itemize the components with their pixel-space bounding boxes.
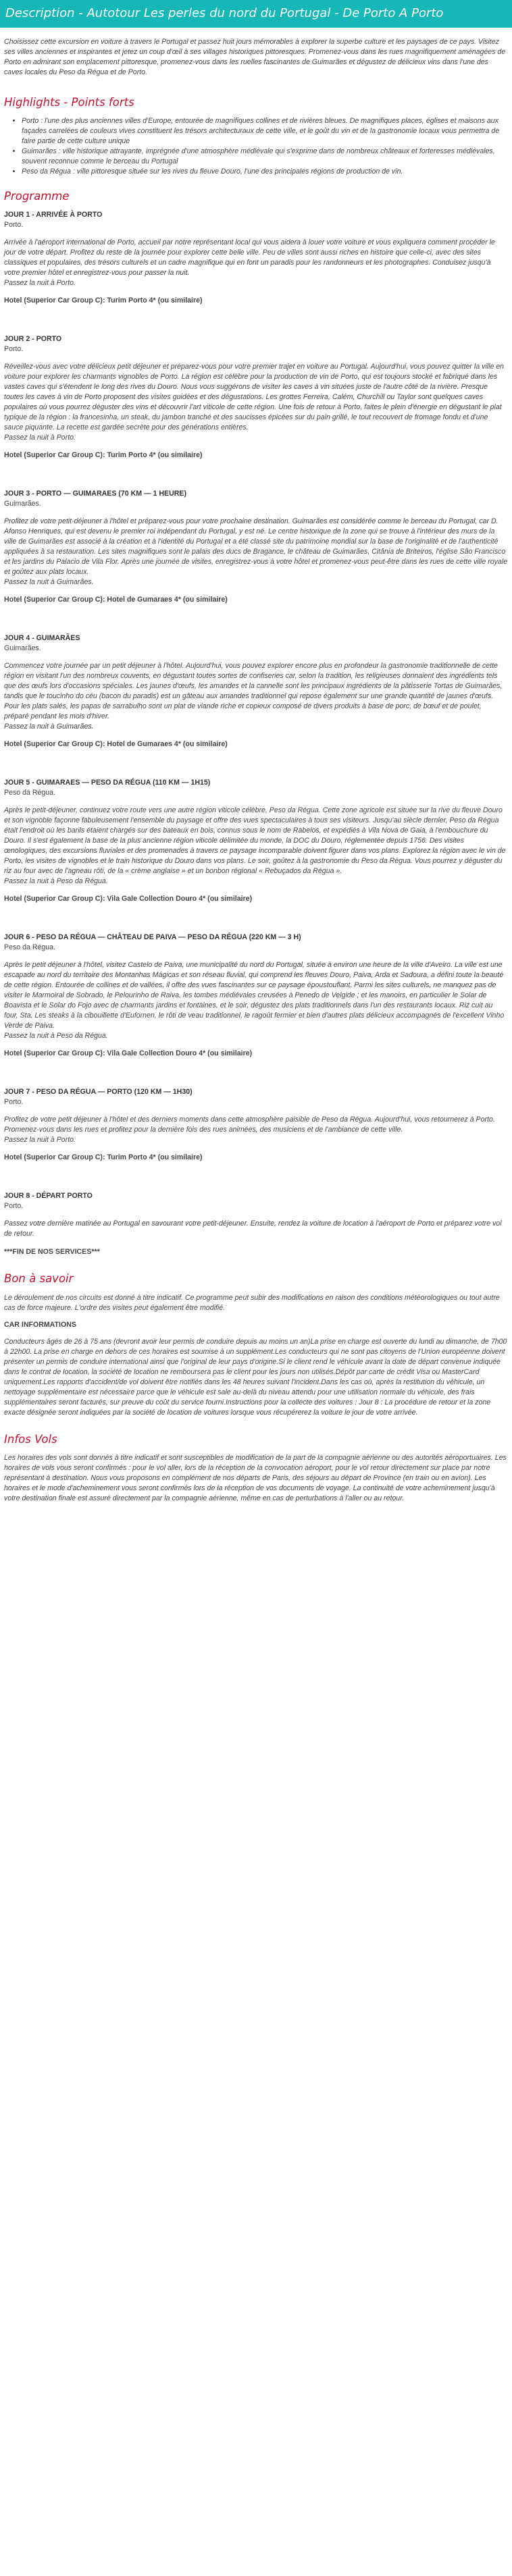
- day-night: Passez la nuit à Guimarães.: [4, 578, 94, 586]
- day-block: [4, 932, 508, 1059]
- day-title: JOUR 6 - PESO DA RÉGUA — CHÂTEAU DE PAIVA — PESO DA RÉGUA (220 KM — 3 H): [4, 933, 301, 941]
- day-block: [4, 489, 508, 605]
- day-block: [4, 633, 508, 750]
- car-info-heading: CAR INFORMATIONS: [4, 1321, 76, 1329]
- day-description: Profitez de votre petit-déjeuner à l'hôtel et préparez-vous pour votre prochaine destination. Guimarães est considérée comme le berceau du Portugal, car D. Afonso Henriques, qui est devenu le premier roi indépendant du Portugal, y est né. Le centre historique de la zone qui se trouve à l'intérieur des murs de la ville de Guimarães est associé à la création et à l'identité du Portugal et a été classé site du patrimoine mondial sur la base de l'originalité et de l'authenticité appliquées à sa restauration. Les sites magnifiques sont le palais des ducs de Bragance, le château de Guimarães, Citânia de Briteiros, l'église São Francisco et les jardins du Palacio de Vila Flor. Après une journée de visites, enregistrez-vous à votre hôtel et promenez-vous peut-être dans les rues de cette ville royale et goûtez aux plats locaux.: [4, 517, 508, 576]
- day-place: Guimarães.: [4, 500, 41, 508]
- day-place: Peso da Régua.: [4, 789, 55, 797]
- programme-days: [4, 210, 508, 1239]
- day-hotel: Hotel (Superior Car Group C): Vila Gale Collection Douro 4* (ou similaire): [4, 1049, 253, 1057]
- day-title: JOUR 8 - DÉPART PORTO: [4, 1192, 93, 1200]
- day-hotel: Hotel (Superior Car Group C): Hotel de Gumaraes 4* (ou similaire): [4, 740, 228, 748]
- programme-heading: Programme: [4, 190, 70, 203]
- car-info-text: Conducteurs âgés de 26 à 75 ans (devront avoir leur permis de conduire depuis au moins un an)La prise en charge est ouverte du lundi au dimanche, de 7h00 à 22h00. La prise en charge en dehors de ces horaires est soumise à un supplément.Les conducteurs qui ne sont pas citoyens de l'Union européenne doivent présenter un permis de conduire international ainsi que l'original de leur pays d'origine.Si le client rend le véhicule avant la date de départ convenue indiquée dans le contrat de location, la société de location ne remboursera pas le client pour les jours non utilisés.Dépôt par carte de crédit Visa ou MasterCard uniquement.Les rapports d'accident/de vol doivent être notifiés dans les 48 heures suivant l'incident.Dans les cas où, après la restitution du véhicule, un nettoyage supplémentaire est nécessaire parce que le véhicule est sale au-delà du niveau attendu pour une utilisation normale du véhicule, des frais supplémentaires seront facturés, sur preuve du coût du service fourni.Instructions pour la collecte des voitures : Jour 8 : La procédure de retour et la zone exacte désignée seront indiquées par la société de location de voitures lorsque vous récupérerez la voiture le jour de votre arrivée.: [4, 1338, 507, 1417]
- day-title: JOUR 2 - PORTO: [4, 335, 62, 343]
- day-place: Porto.: [4, 345, 24, 353]
- highlight-item: • Peso da Régua : ville pittoresque située sur les rives du fleuve Douro, l'une des principales régions de production de vin.: [22, 167, 508, 177]
- day-description: Passez votre dernière matinée au Portugal en savourant votre petit-déjeuner. Ensuite, rendez la voiture de location à l'aéroport de Porto et préparez votre vol de retour.: [4, 1219, 502, 1238]
- highlights-list: [4, 116, 508, 177]
- end-of-services: ***FIN DE NOS SERVICES***: [4, 1248, 100, 1256]
- day-title: JOUR 5 - GUIMARAES — PESO DA RÉGUA (110 KM — 1H15): [4, 779, 211, 787]
- day-description: Arrivée à l'aéroport international de Porto, accueil par notre représentant local qui vous aidera à louer votre voiture et vous expliquera comment procéder le jour de votre départ. Profitez du reste de la journée pour explorer cette belle ville. Peu de villes sont aussi riches en histoire que celle-ci, avec des sites classiques et populaires, des trésors culturels et un cadre magnifique qui en font un paradis pour les randonneurs et les photographes. Conduisez jusqu'à votre premier hôtel et enregistrez-vous pour passer la nuit.: [4, 238, 495, 277]
- day-title: JOUR 3 - PORTO — GUIMARAES (70 KM — 1 HEURE): [4, 490, 186, 498]
- flights-heading: Infos Vols: [4, 1433, 57, 1446]
- day-night: Passez la nuit à Porto.: [4, 1136, 76, 1144]
- day-night: Passez la nuit à Peso da Régua.: [4, 1032, 108, 1040]
- day-block: [4, 210, 508, 306]
- day-title: JOUR 1 - ARRIVÉE À PORTO: [4, 211, 103, 219]
- title-banner: [0, 0, 512, 28]
- day-title: JOUR 7 - PESO DA RÉGUA — PORTO (120 KM — 1H30): [4, 1088, 193, 1096]
- day-place: Porto.: [4, 1202, 24, 1210]
- day-hotel: Hotel (Superior Car Group C): Vila Gale Collection Douro 4* (ou similaire): [4, 895, 253, 903]
- day-block: [4, 334, 508, 461]
- day-description: Après le petit-déjeuner, continuez votre route vers une autre région viticole célèbre, Peso da Régua. Cette zone agricole est située sur la rive du fleuve Douro et son vignoble façonne fabuleusement l'ensemble du paysage et offre des vues spectaculaires à tous ses visiteurs. Jusqu'au siècle dernier, Peso da Régua était l'endroit où les barils étaient chargés sur des bateaux en bois, connus sous le nom de Rabelos, et expédiés à Vila Nova de Gaia, à l'embouchure du Douro. Il s'est également la base de la plus ancienne région viticole délimitée du monde, la DOC du Douro, réglementée depuis 1756. Des visites œnologiques, des excursions fluviales et des promenades à travers ce paysage incomparable doivent figurer dans vos plans. Explorez la région avec le vin de Porto, les visites de vignobles et le train historique du Douro dans vos plans. Le soir, goûtez à la gastronomie du Peso da Régua. Vous pourrez y déguster du riz au four avec de l'agneau rôti, de la « crème anglaise » et un bonbon régional « Rebuçados da Régua ».: [4, 806, 506, 875]
- day-description: Après le petit déjeuner à l'hôtel, visitez Castelo de Paiva, une municipalité du nord du Portugal, située à environ une heure de la ville d'Aveiro. La ville est une escapade au nord du territoire des Montanhas Mágicas et son réseau fluvial, qui comprend les fleuves Douro, Paiva, Arda et Sadoura, a défini toute la beauté de cette région. Entourée de collines et de vallées, il offre des vues fascinantes sur ce paysage époustouflant. Parmi les sites culturels, ne manquez pas de visiter le Marmoiral de Sobrado, le Pelourinho de Raiva, les tombes médiévales creusées à Penedo de Velgide ; et les manoirs, en particulier le Solar de Boavista et le Solar do Fojo avec de charmants jardins et fontaines, et le soir, dégustez des plats traditionnels dans l'un des restaurants locaux. Riz cuit au four, Sta. Les steaks à la cibouillette d'Eufornen, le rôti de veau traditionnel, le ragoût fermier et bien d'autres plats délicieux accompagnés de l'excellent Vinho Verde de Paiva.: [4, 961, 505, 1030]
- day-description: Réveillez-vous avec votre délicieux petit déjeuner et préparez-vous pour votre premier trajet en voiture au Portugal. Aujourd'hui, vous pouvez quitter la ville en voiture pour explorer les charmants vignobles de Porto. La région est célèbre pour la production de vin de Porto, qui est toujours stocké et fabriqué dans les vastes caves qui s'étendent le long des rives du Douro. Nous vous suggérons de visiter les caves à vin situées juste de l'autre côté de la rivière. Presque toutes les caves à vin de Porto proposent des visites guidées et des dégustations. Les grottes Ferreira, Calém, Churchill ou Taylor sont quelques caves populaires où vous pourrez déguster des vins et découvrir l'art viticole de cette région. Une fois de retour à Porto, faites le plein d'énergie en dégustant le plat typique de la région : la francesinha, un steak, du jambon tranché et des saucisses épicées sur du pain grillé, le tout recouvert de fromage fondu et d'une sauce piquante. La recette est gardée secrète pour des générations entières.: [4, 363, 505, 431]
- day-night: Passez la nuit à Peso da Régua.: [4, 877, 108, 885]
- flights-text: Les horaires des vols sont donnés à titre indicatif et sont susceptibles de modification de la part de la compagnie aérienne ou des autorités aéroportuaires. Les horaires de vols vous seront confirmés : pour le vol aller, lors de la réception de la convocation aéroport, pour le vol retour directement sur place par notre représentant à destination. Nous vous proposons en complément de nos départs de Paris, des séjours au départ de Province (en train ou en avion). Les horaires et le mode d'acheminement vous seront confirmés lors de la réception de vos documents de voyage. La continuité de votre acheminement jusqu'à votre destination finale est assuré directement par la compagnie aérienne, même en cas de perturbations à l'aller ou au retour.: [4, 1454, 507, 1502]
- day-hotel: Hotel (Superior Car Group C): Turim Porto 4* (ou similaire): [4, 451, 203, 459]
- day-place: Guimarães.: [4, 644, 41, 652]
- highlights-heading: Highlights - Points forts: [4, 96, 134, 109]
- day-block: [4, 778, 508, 904]
- day-description: Commencez votre journée par un petit déjeuner à l'hôtel. Aujourd'hui, vous pouvez explorer encore plus en profondeur la gastronomie traditionnelle de cette région en visitant l'un des nombreux couvents, en dégustant toutes sortes de confiseries car, selon la tradition, les religieuses donnaient des ingrédients tels que des œufs lors d'occasions spéciales. Les jaunes d'œufs, les amandes et la cannelle sont les principaux ingrédients de la pâtisserie Tortas de Guimarães, tandis que le toucinho do céu (bacon du paradis) est un gâteau aux amandes traditionnel qui repose également sur une grande quantité de jaunes d'œufs. Pour les plats salés, les papas de sarrabulho sont un plat de viande riche et copieux composé de divers produits à base de porc, de bœuf et de poulet, préparé pendant les mois d'hiver.: [4, 662, 503, 720]
- highlight-item: • Guimarães : ville historique attrayante, imprégnée d'une atmosphère médiévale qui s'exprime dans de nombreux châteaux et forteresses médiévales, souvent reconnue comme le berceau du Portugal: [22, 147, 508, 167]
- day-block: [4, 1191, 508, 1239]
- good-to-know-heading: Bon à savoir: [4, 1272, 74, 1285]
- day-place: Peso da Régua.: [4, 943, 55, 951]
- day-place: Porto.: [4, 1098, 24, 1106]
- page-title: Description - Autotour Les perles du nord du Portugal - De Porto A Porto: [5, 6, 444, 20]
- day-hotel: Hotel (Superior Car Group C): Turim Porto 4* (ou similaire): [4, 1153, 203, 1161]
- day-hotel: Hotel (Superior Car Group C): Turim Porto 4* (ou similaire): [4, 296, 203, 305]
- highlight-item: • Porto : l'une des plus anciennes villes d'Europe, entourée de magnifiques collines et de rivières bleues. De magnifiques places, églises et maisons aux façades carrelées de couleurs vives constituent les trésors architecturaux de cette ville, et le goût du vin et de la gastronomie locaux vous permettra de faire partie de cette culture unique: [22, 116, 508, 147]
- day-hotel: Hotel (Superior Car Group C): Hotel de Gumaraes 4* (ou similaire): [4, 596, 228, 604]
- day-description: Profitez de votre petit déjeuner à l'hôtel et des derniers moments dans cette atmosphère paisible de Peso da Régua. Aujourd'hui, vous retournerez à Porto. Promenez-vous dans les rues et profitez pour la dernière fois des rues animées, des musiciens et de l'ambiance de cette ville.: [4, 1115, 495, 1134]
- good-to-know-text: Le déroulement de nos circuits est donné à titre indicatif. Ce programme peut subir des modifications en raison des conditions météorologiques ou tout autre cas de force majeure. L'ordre des visites peut également être modifié.: [4, 1294, 500, 1312]
- day-night: Passez la nuit à Porto.: [4, 433, 76, 442]
- intro-text: Choisissez cette excursion en voiture à travers le Portugal et passez huit jours mémorables à explorer la superbe culture et les paysages de ce pays. Visitez ses villes anciennes et inspirantes et jetez un coup d'œil à ses villages historiques pittoresques. Promenez-vous dans les rues magnifiquement aménagées de Porto en admirant son emplacement pittoresque, promenez-vous dans les ruelles fascinantes de Guimarães et dégustez de délicieux vins dans l'une des caves locales du Peso da Régua et de Porto.: [4, 38, 506, 76]
- day-place: Porto.: [4, 221, 24, 229]
- day-title: JOUR 4 - GUIMARÃES: [4, 634, 80, 642]
- day-night: Passez la nuit à Guimarães.: [4, 722, 94, 731]
- day-block: [4, 1087, 508, 1163]
- day-night: Passez la nuit à Porto.: [4, 279, 76, 287]
